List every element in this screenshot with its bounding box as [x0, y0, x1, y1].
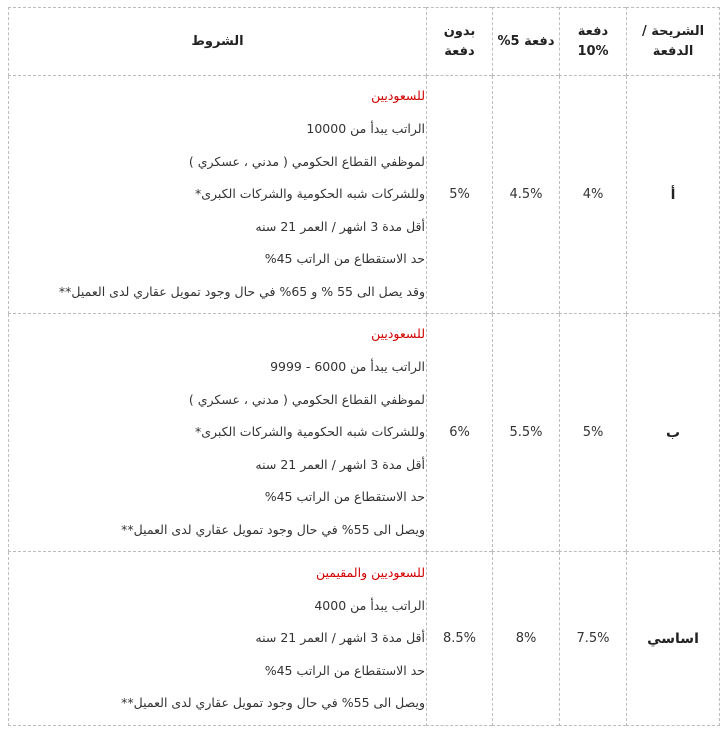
condition-line: ويصل الى 55% في حال وجود تمويل عقاري لدى العميل**	[121, 695, 425, 711]
header-tier: الشريحة / الدفعة	[627, 8, 720, 76]
condition-line: أقل مدة 3 اشهر / العمر 21 سنه	[255, 630, 425, 646]
condition-line: الراتب يبدأ من 6000 - 9999	[270, 359, 425, 375]
conditions-cell	[9, 552, 427, 726]
rate-down5: 5.5%	[493, 314, 560, 552]
rate-down0: 6%	[427, 314, 493, 552]
table-row	[9, 76, 720, 314]
conditions-cell	[9, 314, 427, 552]
rate-down10: 5%	[560, 314, 627, 552]
header-conditions: الشروط	[9, 8, 427, 76]
rate-down5: 4.5%	[493, 76, 560, 314]
condition-eligibility: للسعوديين	[371, 326, 425, 342]
header-down10: دفعة 10%	[560, 8, 627, 76]
condition-line: لموظفي القطاع الحكومي ( مدني ، عسكري )	[188, 153, 425, 169]
table-row	[9, 314, 720, 552]
condition-line: ويصل الى 55% في حال وجود تمويل عقاري لدى العميل**	[121, 521, 425, 537]
condition-line: الراتب يبدأ من 4000	[314, 597, 425, 613]
condition-line: وقد يصل الى 55 % و 65% في حال وجود تمويل عقاري لدى العميل**	[58, 283, 425, 299]
rate-down0: 8.5%	[427, 552, 493, 726]
condition-line: وللشركات شبه الحكومية والشركات الكبرى*	[194, 424, 425, 440]
condition-line: أقل مدة 3 اشهر / العمر 21 سنه	[255, 456, 425, 472]
condition-eligibility: للسعوديين والمقيمين	[315, 565, 425, 581]
rate-down10: 7.5%	[560, 552, 627, 726]
tier-name: أ	[627, 76, 720, 314]
rate-down10: 4%	[560, 76, 627, 314]
condition-eligibility: للسعوديين	[371, 88, 425, 104]
conditions-cell	[9, 76, 427, 314]
condition-line: الراتب يبدأ من 10000	[306, 121, 425, 137]
financing-rates-table	[8, 7, 720, 726]
rate-down0: 5%	[427, 76, 493, 314]
tier-name: اساسي	[627, 552, 720, 726]
table-row	[9, 552, 720, 726]
rate-down5: 8%	[493, 552, 560, 726]
condition-line: حد الاستقطاع من الراتب 45%	[264, 662, 425, 678]
table-header-row	[9, 8, 720, 76]
header-down0: بدون دفعة	[427, 8, 493, 76]
tier-name: ب	[627, 314, 720, 552]
condition-line: حد الاستقطاع من الراتب 45%	[264, 251, 425, 267]
condition-line: أقل مدة 3 اشهر / العمر 21 سنه	[255, 218, 425, 234]
header-down5: دفعة 5%	[493, 8, 560, 76]
condition-line: حد الاستقطاع من الراتب 45%	[264, 489, 425, 505]
condition-line: وللشركات شبه الحكومية والشركات الكبرى*	[194, 186, 425, 202]
condition-line: لموظفي القطاع الحكومي ( مدني ، عسكري )	[188, 391, 425, 407]
